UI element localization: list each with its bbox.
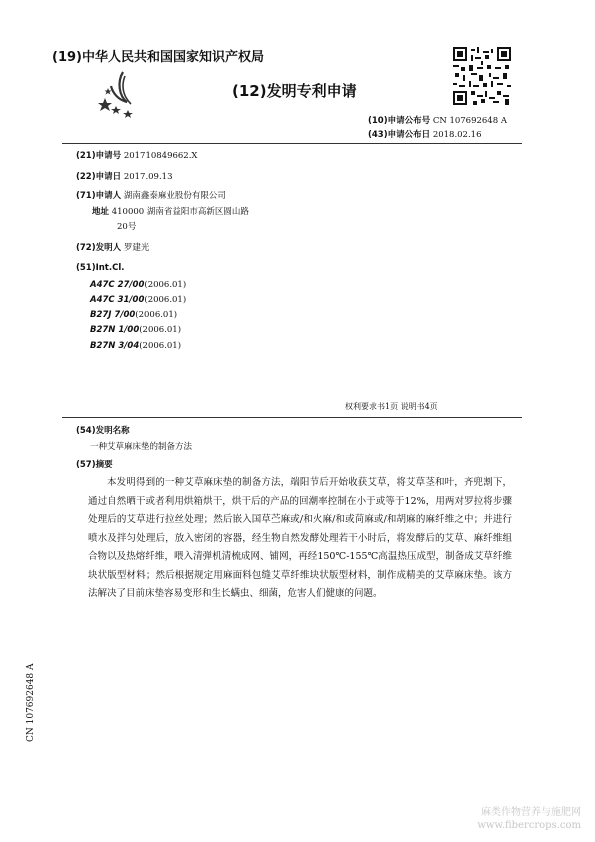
- ipc-label: (51)Int.Cl.: [76, 263, 125, 273]
- ipc-version: (2006.01): [144, 295, 187, 305]
- address-row: [92, 205, 249, 217]
- inventor-label: (72)发明人: [76, 243, 122, 253]
- publication-date-row: [368, 128, 481, 140]
- ipc-code: A47C 27/00: [90, 280, 145, 290]
- ipc-code: B27N 1/00: [90, 325, 140, 335]
- abstract-divider: [62, 417, 522, 418]
- publication-date-value: 2018.02.16: [432, 130, 482, 140]
- application-date-label: (22)申请日: [76, 172, 122, 182]
- ipc-item: [90, 280, 186, 290]
- publication-number-label: (10)申请公布号: [368, 116, 431, 126]
- watermark-line-1: 麻类作物营养与施肥网: [481, 807, 581, 818]
- application-date-row: [76, 170, 172, 182]
- invention-title-label: (54)发明名称: [76, 426, 130, 436]
- document-type-title: (12)发明专利申请: [232, 82, 357, 100]
- publication-number-value: CN 107692648 A: [432, 116, 507, 126]
- qr-code-icon: [453, 47, 511, 105]
- abstract-label: (57)摘要: [76, 460, 113, 470]
- watermark-line-2: www.fibercrops.com: [477, 820, 581, 831]
- office-header: (19)中华人民共和国国家知识产权局: [52, 50, 264, 65]
- invention-title: 一种艾草麻床垫的制备方法: [90, 442, 193, 452]
- ipc-version: (2006.01): [135, 310, 178, 320]
- ipc-version: (2006.01): [139, 341, 182, 351]
- watermark: [477, 806, 581, 832]
- side-publication-number: CN 107692648 A: [26, 663, 36, 742]
- publication-date-label: (43)申请公布日: [368, 130, 431, 140]
- inventor-row: [76, 241, 149, 253]
- header-divider: [62, 143, 522, 144]
- applicant-label: (71)申请人: [76, 191, 122, 201]
- address-line-2: 20号: [117, 222, 137, 232]
- inventor-name: 罗建光: [123, 243, 150, 253]
- page-counts: 权利要求书1页 说明书4页: [345, 402, 438, 411]
- applicant-name: 湖南鑫泰麻业股份有限公司: [123, 191, 226, 201]
- cnipa-emblem-icon: [97, 68, 149, 120]
- ipc-code: B27J 7/00: [90, 310, 136, 320]
- applicant-row: [76, 189, 226, 201]
- publication-number-row: [368, 114, 507, 126]
- application-date-value: 2017.09.13: [123, 172, 173, 182]
- ipc-item: [90, 325, 181, 335]
- application-number-value: 201710849662.X: [123, 151, 198, 161]
- ipc-item: [90, 341, 181, 351]
- ipc-code: A47C 31/00: [90, 295, 145, 305]
- ipc-item: [90, 310, 177, 320]
- ipc-item: [90, 295, 186, 305]
- abstract-text: 本发明得到的一种艾草麻床垫的制备方法，端阳节后开始收获艾草，将艾草茎和叶，齐兜割下，通过自然晒干或者利用烘箱烘干，烘干后的产品的回潮率控制在小于或等于12%，用两对罗拉将步骤处理后的艾草进行拉丝处理；然后嵌入国草苎麻或/和火麻/和或苘麻或/和胡麻的麻纤维之中；并进行喷水及拌匀处理后，放入密闭的容器，经生物自然发酵处理若干小时后，将发酵后的艾草、麻纤维组合物以及热熔纤维，喂入清弹机清梳成网、铺网，再经150℃-155℃高温热压成型，制备成艾草纤维块状版型材料；然后根据规定用麻面料包缝艾草纤维块状版型材料，制作成精美的艾草麻床垫。该方法解决了目前床垫容易变形和生长螨虫、细菌，危害人们健康的问题。: [88, 477, 512, 599]
- application-number-label: (21)申请号: [76, 151, 122, 161]
- ipc-version: (2006.01): [144, 280, 187, 290]
- ipc-code: B27N 3/04: [90, 341, 140, 351]
- address-line-1: 410000 湖南省益阳市高新区圆山路: [111, 207, 249, 217]
- application-number-row: [76, 149, 197, 161]
- ipc-version: (2006.01): [139, 325, 182, 335]
- address-label: 地址: [92, 207, 110, 217]
